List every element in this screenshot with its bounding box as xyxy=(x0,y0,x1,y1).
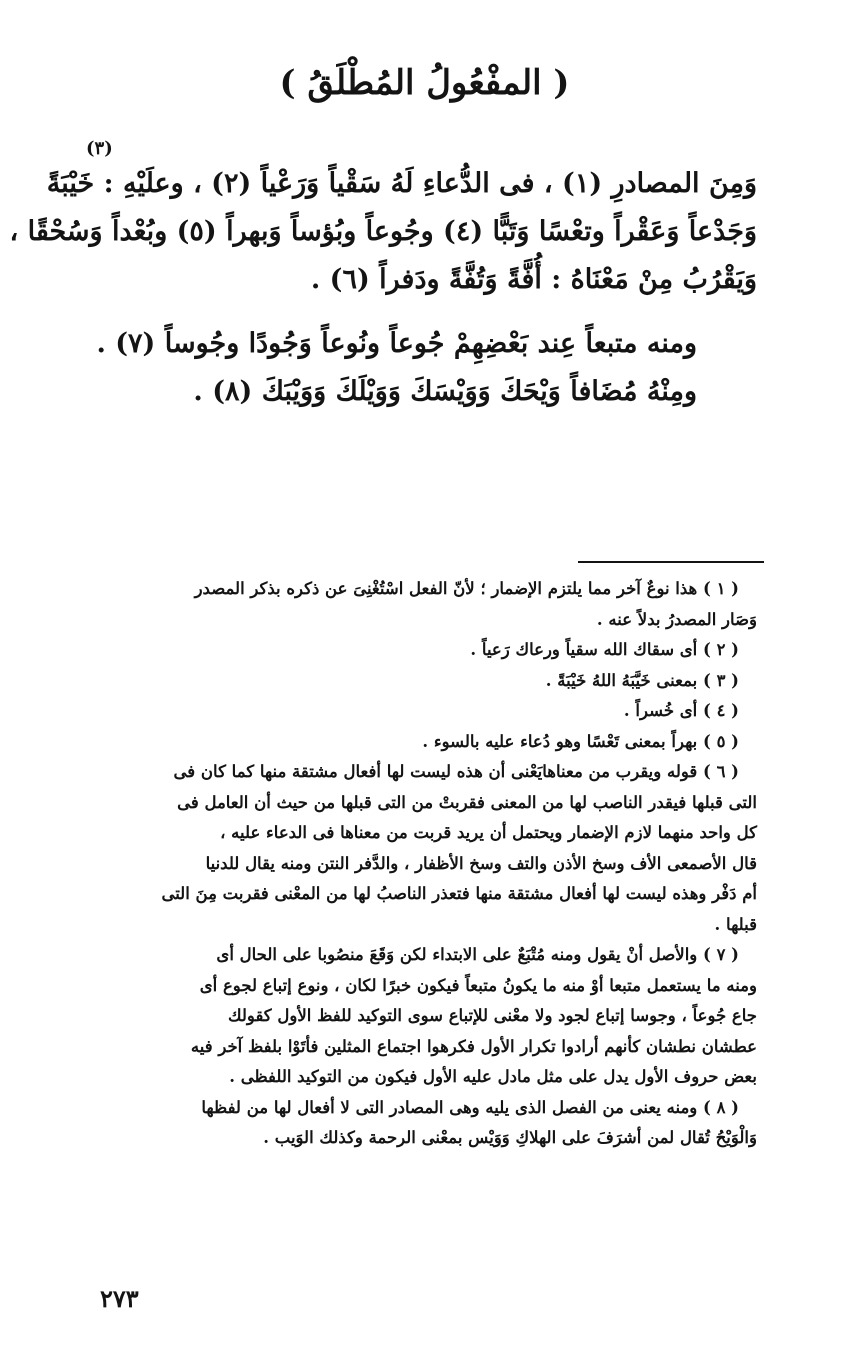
footnote-line: قال الأصمعى الأف وسخ الأذن والتف وسخ الأظفار ، والدَّفر النتن ومنه يقال للدنيا xyxy=(205,853,757,873)
main-text xyxy=(9,160,757,416)
footnote-line: عطشان نطشان كأنهم أرادوا تكرار الأول فكرهوا اجتماع المثلين فأتَوْا بلفظ آخر فيه xyxy=(190,1036,757,1056)
footnote-line: ومنه ما يستعمل متبعا أوْ منه ما يكونُ متبعاً فيكون خبرًا لكان ، ونوع إتباع لجوع أى xyxy=(199,975,757,995)
footnote-line: بعض حروف الأول يدل على مثل مادل عليه الأول فيكون من التوكيد اللفظى . xyxy=(229,1067,757,1086)
footnote-line: أم دَفْر وهذه ليست لها أفعال مشتقة منها فتعذر الناصبُ لها من المعْنى فقربت مِنَ التى xyxy=(161,884,757,903)
body-line-1: وَمِنَ المصادرِ (١) ، فى الدُّعاءِ لَهُ سَقْياً وَرَعْياً (٢) ، وعلَيْهِ : خَيْبَةً xyxy=(46,168,757,199)
footnote-line: ( ٧ ) والأصل أنْ يقول ومنه مُتْبَعٌ على الابتداء لكن وَقَعَ منصُوبا على الحال أى xyxy=(216,945,739,964)
body-line-3: وَيَقْرُبُ مِنْ مَعْنَاهُ : أُفَّةً وَتُفَّةً ودَفراً (٦) . xyxy=(310,264,757,295)
footnote-separator xyxy=(578,561,764,563)
footnote-line: قبلها . xyxy=(714,914,757,934)
footnote-line: وَصَار المصدرُ بدلاً عنه . xyxy=(596,609,757,629)
footnote-line: التى قبلها فيقدر الناصب لها من المعنى فقربتْ من التى قبلها من حيث أن العامل فى xyxy=(177,792,757,812)
body-line-4: ومنه متبعاً عِند بَعْضِهِمْ جُوعاً ونُوعاً وَجُودًا وجُوساً (٧) . xyxy=(96,328,697,359)
footnote-line: ( ٣ ) بمعنى خَيَّبَهُ اللهُ خَيْبَةً . xyxy=(545,670,739,690)
page-number: ٢٧٣ xyxy=(100,1284,139,1313)
footnote-line: جاع جُوعاً ، وجوسا إتباع لجود ولا معْنى للإتباع سوى التوكيد للفظ الأول كقولك xyxy=(228,1006,757,1025)
footnote-line: ( ٥ ) بهراً بمعنى تَعْسًا وهو دُعاء عليه بالسوء . xyxy=(422,731,739,751)
footnote-line: كل واحد منهما لازم الإضمار ويحتمل أن يريد قربت من معناها فى الدعاء عليه ، xyxy=(220,823,757,842)
footnote-line: ( ٤ ) أى خُسراً . xyxy=(623,701,739,720)
chapter-title: ( المفْعُولُ المُطْلَقُ ) xyxy=(279,63,570,103)
footnote-line: ( ٦ ) قوله ويقرب من معناهايَعْنى أن هذه ليست لها أفعال مشتقة منها كما كان فى xyxy=(173,762,739,781)
footnotes xyxy=(100,574,757,1154)
footnote-line: ( ٢ ) أى سقاك الله سقياً ورعاك رَعياً . xyxy=(470,640,739,659)
footnote-line: ( ١ ) هذا نوعٌ آخر مما يلتزم الإضمار ؛ لأنّ الفعل اسْتُغْنِىَ عن ذكره بذكر المصدر xyxy=(194,579,739,598)
body-line-5: ومِنْهُ مُضَافاً وَيْحَكَ وَوَيْسَكَ وَوَيْلَكَ وَوَيْبَكَ (٨) . xyxy=(193,376,697,407)
footnote-line: ( ٨ ) ومنه يعنى من الفصل الذى يليه وهى المصادر التى لا أفعال لها من لفظها xyxy=(201,1097,739,1117)
footnote-line: وَالْوَيْحُ تُقال لمن أشرَفَ على الهلاكِ وَوَيْس بمعْنى الرحمة وكذلك الوَيب . xyxy=(263,1128,757,1147)
footnote-mark-3: (٣) xyxy=(86,138,113,159)
body-line-2: وَجَدْعاً وَعَقْراً وتعْسًا وَتَبًّا (٤) وجُوعاً وبُؤساً وَبهراً (٥) وبُعْداً وَسُحْقًا ، xyxy=(9,216,757,247)
